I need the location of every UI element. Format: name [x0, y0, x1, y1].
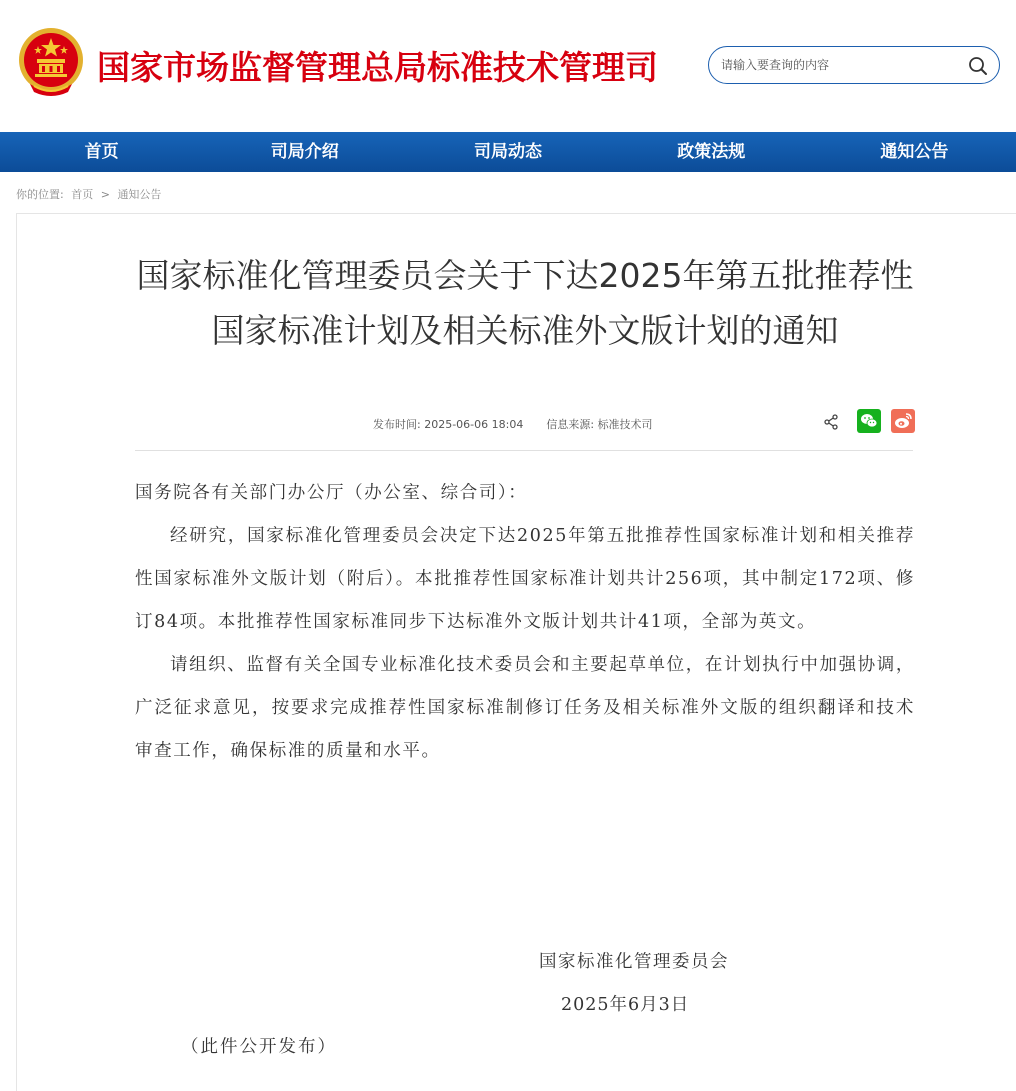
salutation: 国务院各有关部门办公厅（办公室、综合司）：	[135, 483, 528, 503]
breadcrumb-home[interactable]: 首页	[71, 188, 94, 201]
article-meta	[373, 416, 653, 432]
nav-item-notices[interactable]: 通知公告	[880, 142, 949, 162]
signature-org: 国家标准化管理委员会	[539, 952, 729, 972]
search-input[interactable]	[721, 55, 961, 75]
paragraph-1: 经研究，国家标准化管理委员会决定下达2025年第五批推荐性国家标准计划和相关推荐性国家标准外文版计划（附后）。本批推荐性国家标准计划共计256项，其中制定172项、修订84项。本批推荐性国家标准同步下达标准外文版计划共计41项，全部为英文。	[135, 526, 915, 632]
national-emblem-icon[interactable]	[16, 26, 86, 98]
wechat-glyph-icon	[857, 409, 881, 433]
nav-item-news[interactable]: 司局动态	[474, 142, 542, 162]
breadcrumb-current[interactable]: 通知公告	[117, 188, 162, 201]
breadcrumb-prefix: 你的位置:	[16, 188, 64, 201]
site-header	[0, 0, 1016, 132]
article-title: 国家标准化管理委员会关于下达2025年第五批推荐性国家标准计划及相关标准外文版计划的通知	[136, 256, 914, 350]
breadcrumb-separator: >	[100, 188, 110, 201]
share-bar	[823, 409, 913, 435]
main-nav	[0, 132, 1016, 172]
title-divider	[135, 450, 913, 451]
source-value: 标准技术司	[597, 418, 653, 431]
nav-item-about[interactable]: 司局介绍	[270, 142, 339, 162]
weibo-share-icon[interactable]	[891, 409, 915, 433]
article-body	[135, 472, 915, 773]
search-box	[708, 46, 1000, 84]
nav-item-policy[interactable]: 政策法规	[677, 142, 746, 162]
search-icon[interactable]	[967, 55, 989, 77]
publish-label: 发布时间:	[373, 418, 421, 431]
breadcrumb	[16, 186, 165, 202]
site-title[interactable]: 国家市场监督管理总局标准技术管理司	[97, 48, 658, 87]
wechat-share-icon[interactable]	[857, 409, 881, 433]
paragraph-2: 请组织、监督有关全国专业标准化技术委员会和主要起草单位，在计划执行中加强协调，广泛征求意见，按要求完成推荐性国家标准制修订任务及相关标准外文版的组织翻译和技术审查工作，确保标准的质量和水平。	[135, 655, 915, 761]
signature-date: 2025年6月3日	[561, 995, 690, 1015]
weibo-glyph-icon	[891, 409, 915, 433]
public-note: （此件公开发布）	[181, 1037, 337, 1057]
source-label: 信息来源:	[546, 418, 595, 431]
share-icon[interactable]	[823, 414, 839, 430]
publish-time: 2025-06-06 18:04	[424, 418, 524, 431]
nav-item-home[interactable]: 首页	[84, 142, 119, 162]
article-panel	[16, 213, 1016, 1091]
